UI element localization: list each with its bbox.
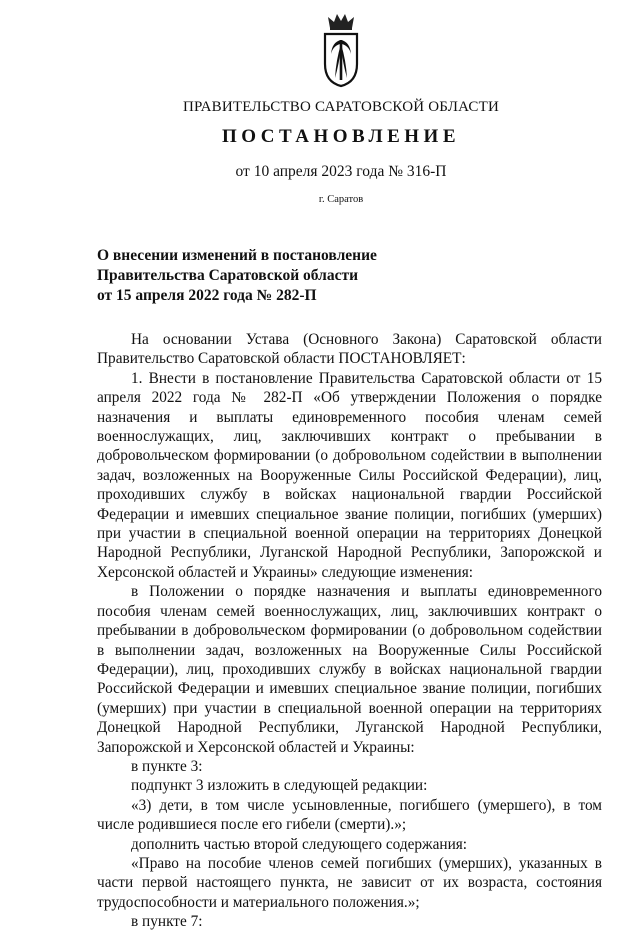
title-line: от 15 апреля 2022 года № 282-П: [97, 287, 317, 304]
saratov-coat-of-arms-icon: [321, 12, 361, 88]
document-type: ПОСТАНОВЛЕНИЕ: [221, 126, 461, 147]
document-city: г. Саратов: [318, 194, 364, 205]
body-paragraph: 1. Внести в постановление Правительства Саратовской области от 15 апреля 2022 года № 282-П «Об утверждении Положения о порядке назначения и выплаты единовременного пособия членам семей военнослужащих, лиц, заключивших контракт о пребывании в добровольческом формировании (о добровольном содействии в выполнении задач, возложенных на Вооруженные Силы Российской Федерации), лиц, проходивших службу в войсках национальной гвардии Российской Федерации и имевших специальное звание полиции, погибших (умерших) при участии в специальной военной операции на территориях Донецкой Народной Республики, Луганской Народной Республики, Запорожской и Херсонской областей и Украины» следующие изменения:: [97, 369, 602, 581]
body-paragraph: в пункте 3:: [131, 757, 203, 775]
title-line: Правительства Саратовской области: [97, 267, 358, 284]
body-paragraph: На основании Устава (Основного Закона) Саратовской области Правительство Саратовской области ПОСТАНОВЛЯЕТ:: [97, 331, 602, 368]
organization-name: ПРАВИТЕЛЬСТВО САРАТОВСКОЙ ОБЛАСТИ: [182, 99, 500, 115]
body-paragraph: «Право на пособие членов семей погибших (умерших), указанных в части первой настоящего пункта, не зависит от их возраста, состояния трудоспособности и материального положения.»;: [97, 854, 602, 911]
body-paragraph: дополнить частью второй следующего содержания:: [131, 835, 468, 853]
body-paragraph: в Положении о порядке назначения и выплаты единовременного пособия членам семей военнослужащих, лиц, заключивших контракт о пребывании в добровольческом формировании (о добровольном содействии в выполнении задач, возложенных на Вооруженные Силы Российской Федерации), лиц, проходивших службу в войсках национальной гвардии Российской Федерации и имевших специальное звание полиции, погибших (умерших) при участии в специальной военной операции на территориях Донецкой Народной Республики, Луганской Народной Республики, Запорожской и Херсонской областей и Украины:: [97, 583, 602, 756]
body-paragraph: в пункте 7:: [131, 913, 203, 931]
body-paragraph: подпункт 3 изложить в следующей редакции:: [131, 777, 428, 795]
document-title: [97, 246, 417, 306]
document-body: [97, 330, 602, 932]
document-date-number: от 10 апреля 2023 года № 316-П: [235, 163, 447, 180]
title-line: О внесении изменений в постановление: [97, 247, 377, 264]
body-paragraph: «3) дети, в том числе усыновленные, погибшего (умершего), в том числе родившиеся после его гибели (смерти).»;: [97, 796, 602, 834]
